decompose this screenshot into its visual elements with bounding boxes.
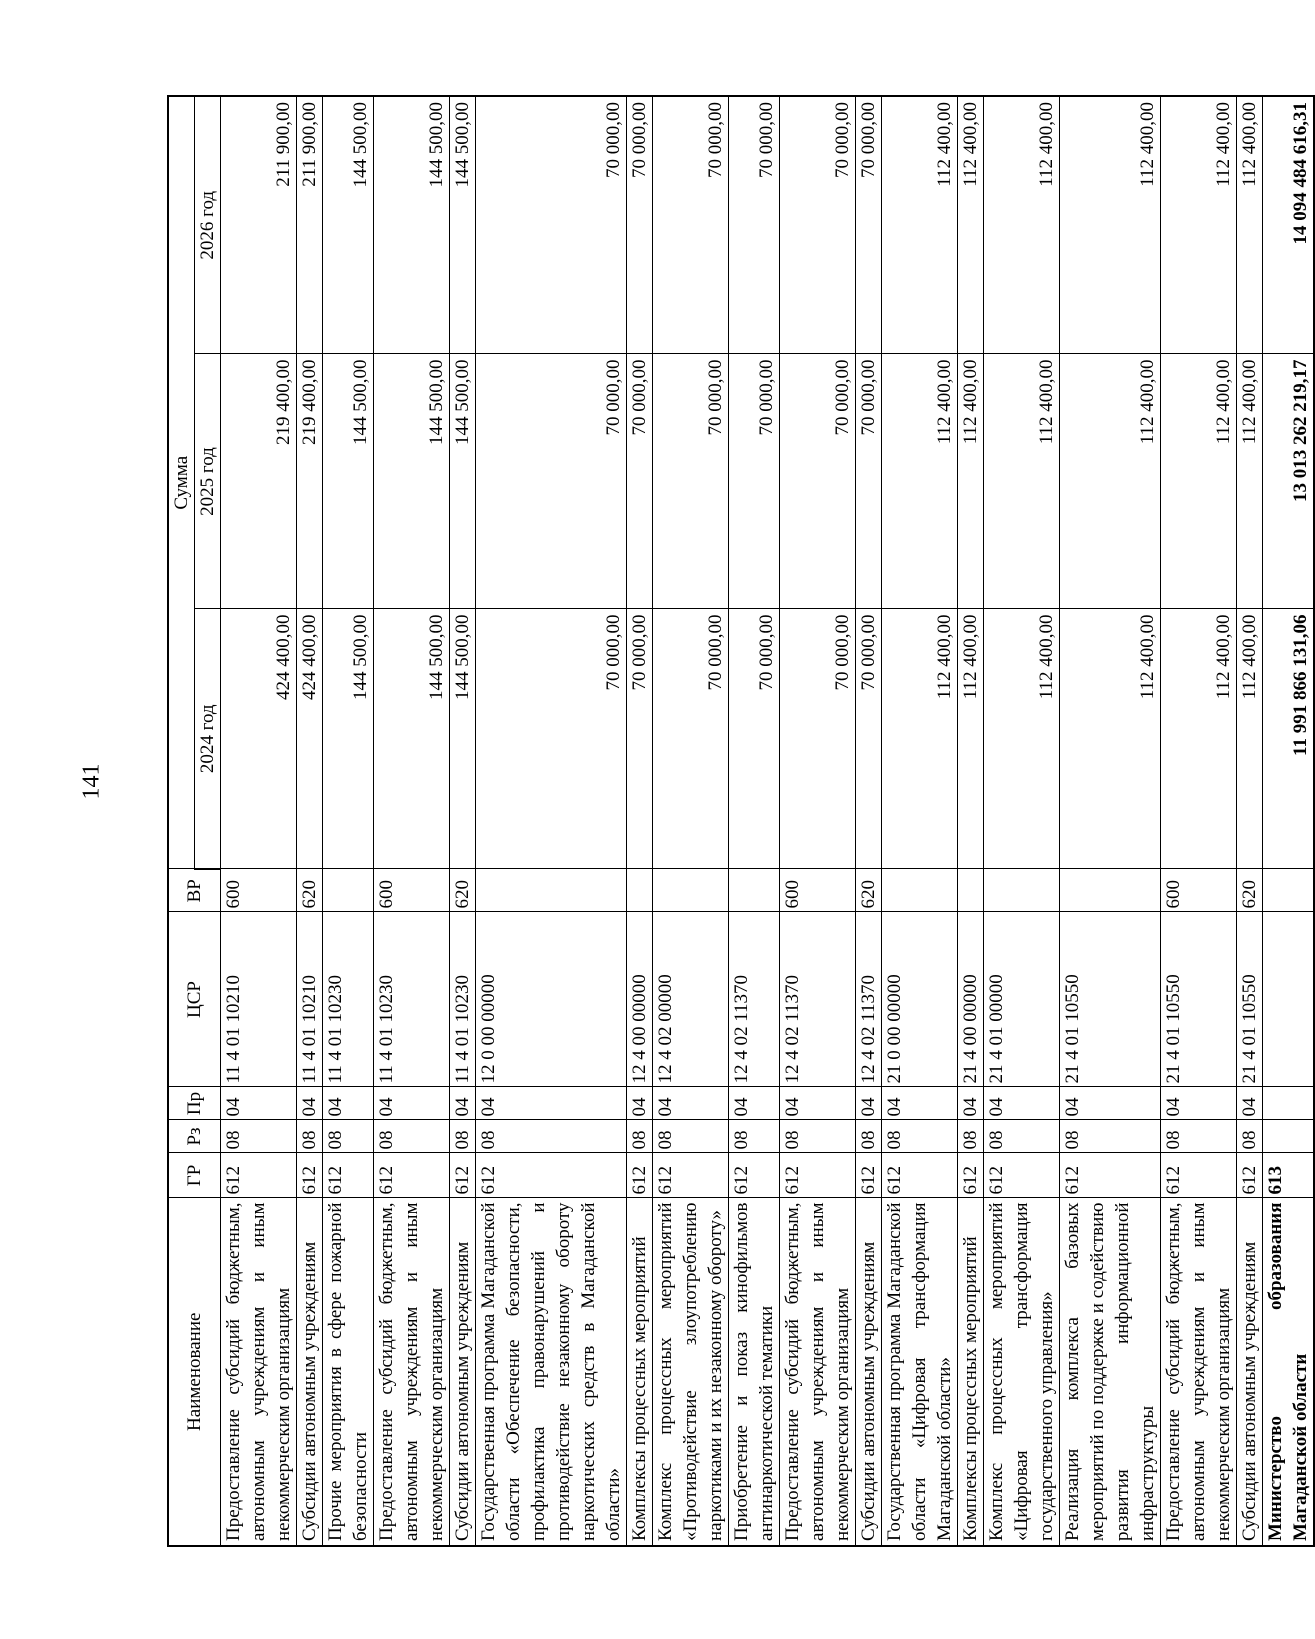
cell-rz: 08 — [882, 1120, 958, 1153]
table-row — [374, 96, 450, 1546]
header-csr: ЦСР — [168, 912, 221, 1087]
table-row — [627, 96, 653, 1546]
table-row — [958, 96, 984, 1546]
header-year-2025: 2025 год — [195, 354, 221, 609]
cell-vr — [476, 869, 627, 912]
cell-2024: 112 400,00 — [1237, 609, 1263, 869]
cell-rz: 08 — [1161, 1120, 1237, 1153]
cell-name: Субсидии автономным учреждениям — [856, 1198, 882, 1546]
header-gr: ГР — [168, 1153, 221, 1198]
cell-pr: 04 — [1161, 1087, 1237, 1120]
cell-vr: 620 — [297, 869, 323, 912]
cell-2026: 70 000,00 — [627, 96, 653, 354]
cell-2026: 112 400,00 — [1060, 96, 1161, 354]
cell-2024: 112 400,00 — [1060, 609, 1161, 869]
cell-gr: 612 — [297, 1153, 323, 1198]
table-row — [450, 96, 476, 1546]
cell-csr: 12 4 02 00000 — [653, 912, 729, 1087]
table-row — [297, 96, 323, 1546]
cell-vr — [984, 869, 1060, 912]
cell-csr: 12 0 00 00000 — [476, 912, 627, 1087]
cell-csr: 11 4 01 10230 — [374, 912, 450, 1087]
cell-rz: 08 — [450, 1120, 476, 1153]
cell-pr: 04 — [450, 1087, 476, 1120]
table-row — [882, 96, 958, 1546]
table-row — [221, 96, 297, 1546]
cell-2024: 112 400,00 — [958, 609, 984, 869]
header-year-2026: 2026 год — [195, 96, 221, 354]
cell-2024: 70 000,00 — [780, 609, 856, 869]
cell-2025: 112 400,00 — [1060, 354, 1161, 609]
cell-2024: 70 000,00 — [729, 609, 780, 869]
table-row — [323, 96, 374, 1546]
cell-name: Субсидии автономным учреждениям — [450, 1198, 476, 1546]
cell-gr: 612 — [780, 1153, 856, 1198]
cell-rz: 08 — [958, 1120, 984, 1153]
cell-csr: 21 0 00 00000 — [882, 912, 958, 1087]
cell-gr: 612 — [1060, 1153, 1161, 1198]
table-row — [729, 96, 780, 1546]
cell-name: Субсидии автономным учреждениям — [297, 1198, 323, 1546]
cell-vr: 600 — [221, 869, 297, 912]
cell-rz: 08 — [374, 1120, 450, 1153]
cell-csr: 11 4 01 10230 — [323, 912, 374, 1087]
cell-name: Прочие мероприятия в сфере пожарной безопасности — [323, 1198, 374, 1546]
cell-rz: 08 — [1060, 1120, 1161, 1153]
cell-2024: 70 000,00 — [653, 609, 729, 869]
cell-pr: 04 — [1060, 1087, 1161, 1120]
cell-gr: 612 — [450, 1153, 476, 1198]
cell-vr: 620 — [856, 869, 882, 912]
cell-pr: 04 — [653, 1087, 729, 1120]
cell-pr: 04 — [984, 1087, 1060, 1120]
header-rz: Рз — [168, 1120, 221, 1153]
cell-pr: 04 — [729, 1087, 780, 1120]
table-row — [1237, 96, 1263, 1546]
cell-2024: 112 400,00 — [882, 609, 958, 869]
cell-gr: 612 — [221, 1153, 297, 1198]
cell-csr: 12 4 02 11370 — [729, 912, 780, 1087]
cell-vr — [653, 869, 729, 912]
cell-2024: 144 500,00 — [323, 609, 374, 869]
table-row — [476, 96, 627, 1546]
cell-pr: 04 — [856, 1087, 882, 1120]
cell-2025: 70 000,00 — [653, 354, 729, 609]
cell-pr: 04 — [882, 1087, 958, 1120]
cell-csr: 11 4 01 10210 — [297, 912, 323, 1087]
cell-csr — [1263, 912, 1315, 1087]
cell-pr: 04 — [297, 1087, 323, 1120]
cell-vr: 600 — [780, 869, 856, 912]
header-vr: ВР — [168, 869, 221, 912]
cell-2025: 112 400,00 — [984, 354, 1060, 609]
cell-name: Государственная программа Магаданской области «Цифровая трансформация Магаданской области» — [882, 1198, 958, 1546]
cell-2025: 112 400,00 — [958, 354, 984, 609]
cell-rz: 08 — [476, 1120, 627, 1153]
cell-rz: 08 — [729, 1120, 780, 1153]
cell-vr — [1263, 869, 1315, 912]
cell-name: Комплексы процессных мероприятий — [627, 1198, 653, 1546]
cell-vr — [729, 869, 780, 912]
cell-gr: 612 — [984, 1153, 1060, 1198]
cell-rz: 08 — [856, 1120, 882, 1153]
cell-vr: 600 — [1161, 869, 1237, 912]
cell-name: Министерство образования Магаданской области — [1263, 1198, 1315, 1546]
cell-csr: 21 4 01 10550 — [1060, 912, 1161, 1087]
table-row — [1060, 96, 1161, 1546]
cell-2026: 211 900,00 — [297, 96, 323, 354]
table-body — [221, 96, 1315, 1546]
cell-rz: 08 — [984, 1120, 1060, 1153]
cell-vr — [1060, 869, 1161, 912]
cell-2026: 144 500,00 — [450, 96, 476, 354]
header-pr: Пр — [168, 1087, 221, 1120]
cell-csr: 12 4 02 11370 — [780, 912, 856, 1087]
cell-2024: 11 991 866 131,06 — [1263, 609, 1315, 869]
budget-table-container — [167, 97, 1311, 1547]
cell-pr: 04 — [476, 1087, 627, 1120]
cell-pr — [1263, 1087, 1315, 1120]
cell-gr: 612 — [856, 1153, 882, 1198]
total-row — [1263, 96, 1315, 1546]
cell-rz — [1263, 1120, 1315, 1153]
cell-2024: 144 500,00 — [374, 609, 450, 869]
cell-2026: 112 400,00 — [1237, 96, 1263, 354]
cell-pr: 04 — [1237, 1087, 1263, 1120]
cell-csr: 21 4 01 00000 — [984, 912, 1060, 1087]
cell-2026: 112 400,00 — [882, 96, 958, 354]
cell-2025: 219 400,00 — [221, 354, 297, 609]
cell-2026: 70 000,00 — [856, 96, 882, 354]
cell-pr: 04 — [323, 1087, 374, 1120]
budget-table — [167, 95, 1315, 1547]
cell-rz: 08 — [297, 1120, 323, 1153]
cell-2025: 70 000,00 — [476, 354, 627, 609]
cell-gr: 612 — [1237, 1153, 1263, 1198]
cell-csr: 11 4 01 10230 — [450, 912, 476, 1087]
cell-csr: 21 4 00 00000 — [958, 912, 984, 1087]
cell-2025: 144 500,00 — [450, 354, 476, 609]
cell-gr: 613 — [1263, 1153, 1315, 1198]
table-row — [653, 96, 729, 1546]
cell-rz: 08 — [653, 1120, 729, 1153]
cell-name: Субсидии автономным учреждениям — [1237, 1198, 1263, 1546]
cell-gr: 612 — [374, 1153, 450, 1198]
cell-csr: 12 4 02 11370 — [856, 912, 882, 1087]
table-row — [856, 96, 882, 1546]
cell-rz: 08 — [627, 1120, 653, 1153]
table-row — [780, 96, 856, 1546]
cell-vr — [627, 869, 653, 912]
table-row — [1161, 96, 1237, 1546]
header-sum: Сумма — [168, 96, 195, 869]
cell-2025: 144 500,00 — [374, 354, 450, 609]
cell-rz: 08 — [323, 1120, 374, 1153]
cell-2025: 70 000,00 — [729, 354, 780, 609]
cell-gr: 612 — [882, 1153, 958, 1198]
cell-2025: 144 500,00 — [323, 354, 374, 609]
cell-2026: 112 400,00 — [1161, 96, 1237, 354]
cell-name: Государственная программа Магаданской области «Обеспечение безопасности, профилактика правонарушений и противодействие незаконному обороту наркотических средств в Магаданской области» — [476, 1198, 627, 1546]
cell-name: Предоставление субсидий бюджетным, автономным учреждениям и иным некоммерческим организациям — [780, 1198, 856, 1546]
cell-rz: 08 — [221, 1120, 297, 1153]
cell-2025: 70 000,00 — [627, 354, 653, 609]
cell-2024: 424 400,00 — [221, 609, 297, 869]
page-number: 141 — [78, 763, 105, 800]
cell-gr: 612 — [476, 1153, 627, 1198]
cell-pr: 04 — [627, 1087, 653, 1120]
cell-gr: 612 — [958, 1153, 984, 1198]
cell-2025: 112 400,00 — [882, 354, 958, 609]
cell-csr: 21 4 01 10550 — [1237, 912, 1263, 1087]
cell-2026: 14 094 484 616,31 — [1263, 96, 1315, 354]
cell-pr: 04 — [374, 1087, 450, 1120]
cell-2024: 112 400,00 — [1161, 609, 1237, 869]
cell-csr: 11 4 01 10210 — [221, 912, 297, 1087]
cell-vr: 620 — [1237, 869, 1263, 912]
cell-2026: 70 000,00 — [653, 96, 729, 354]
cell-name: Предоставление субсидий бюджетным, автономным учреждениям и иным некоммерческим организациям — [374, 1198, 450, 1546]
cell-rz: 08 — [780, 1120, 856, 1153]
cell-name: Реализация комплекса базовых мероприятий по поддержке и содействию развития информационной инфраструктуры — [1060, 1198, 1161, 1546]
cell-vr: 600 — [374, 869, 450, 912]
cell-2025: 70 000,00 — [780, 354, 856, 609]
cell-gr: 612 — [653, 1153, 729, 1198]
cell-2025: 112 400,00 — [1237, 354, 1263, 609]
cell-name: Комплексы процессных мероприятий — [958, 1198, 984, 1546]
cell-2024: 70 000,00 — [476, 609, 627, 869]
cell-2024: 70 000,00 — [856, 609, 882, 869]
cell-gr: 612 — [627, 1153, 653, 1198]
header-year-2024: 2024 год — [195, 609, 221, 869]
cell-pr: 04 — [221, 1087, 297, 1120]
cell-vr — [882, 869, 958, 912]
cell-2025: 13 013 262 219,17 — [1263, 354, 1315, 609]
header-name: Наименование — [168, 1198, 221, 1546]
cell-2025: 219 400,00 — [297, 354, 323, 609]
cell-2024: 424 400,00 — [297, 609, 323, 869]
cell-2024: 144 500,00 — [450, 609, 476, 869]
cell-2026: 144 500,00 — [374, 96, 450, 354]
cell-csr: 12 4 00 00000 — [627, 912, 653, 1087]
cell-gr: 612 — [323, 1153, 374, 1198]
cell-2026: 112 400,00 — [984, 96, 1060, 354]
cell-name: Предоставление субсидий бюджетным, автономным учреждениям и иным некоммерческим организациям — [221, 1198, 297, 1546]
cell-name: Предоставление субсидий бюджетным, автономным учреждениям и иным некоммерческим организациям — [1161, 1198, 1237, 1546]
cell-vr: 620 — [450, 869, 476, 912]
cell-name: Комплекс процессных мероприятий «Противодействие злоупотреблению наркотиками и их незаконному обороту» — [653, 1198, 729, 1546]
cell-2025: 70 000,00 — [856, 354, 882, 609]
cell-gr: 612 — [729, 1153, 780, 1198]
cell-name: Приобретение и показ кинофильмов антинаркотической тематики — [729, 1198, 780, 1546]
cell-2026: 112 400,00 — [958, 96, 984, 354]
cell-2026: 211 900,00 — [221, 96, 297, 354]
cell-2024: 70 000,00 — [627, 609, 653, 869]
cell-vr — [323, 869, 374, 912]
table-row — [984, 96, 1060, 1546]
cell-2026: 70 000,00 — [780, 96, 856, 354]
cell-pr: 04 — [958, 1087, 984, 1120]
cell-vr — [958, 869, 984, 912]
cell-name: Комплекс процессных мероприятий «Цифровая трансформация государственного управления» — [984, 1198, 1060, 1546]
cell-rz: 08 — [1237, 1120, 1263, 1153]
cell-2026: 70 000,00 — [729, 96, 780, 354]
cell-2026: 144 500,00 — [323, 96, 374, 354]
cell-gr: 612 — [1161, 1153, 1237, 1198]
cell-2026: 70 000,00 — [476, 96, 627, 354]
cell-csr: 21 4 01 10550 — [1161, 912, 1237, 1087]
cell-2025: 112 400,00 — [1161, 354, 1237, 609]
cell-2024: 112 400,00 — [984, 609, 1060, 869]
cell-pr: 04 — [780, 1087, 856, 1120]
